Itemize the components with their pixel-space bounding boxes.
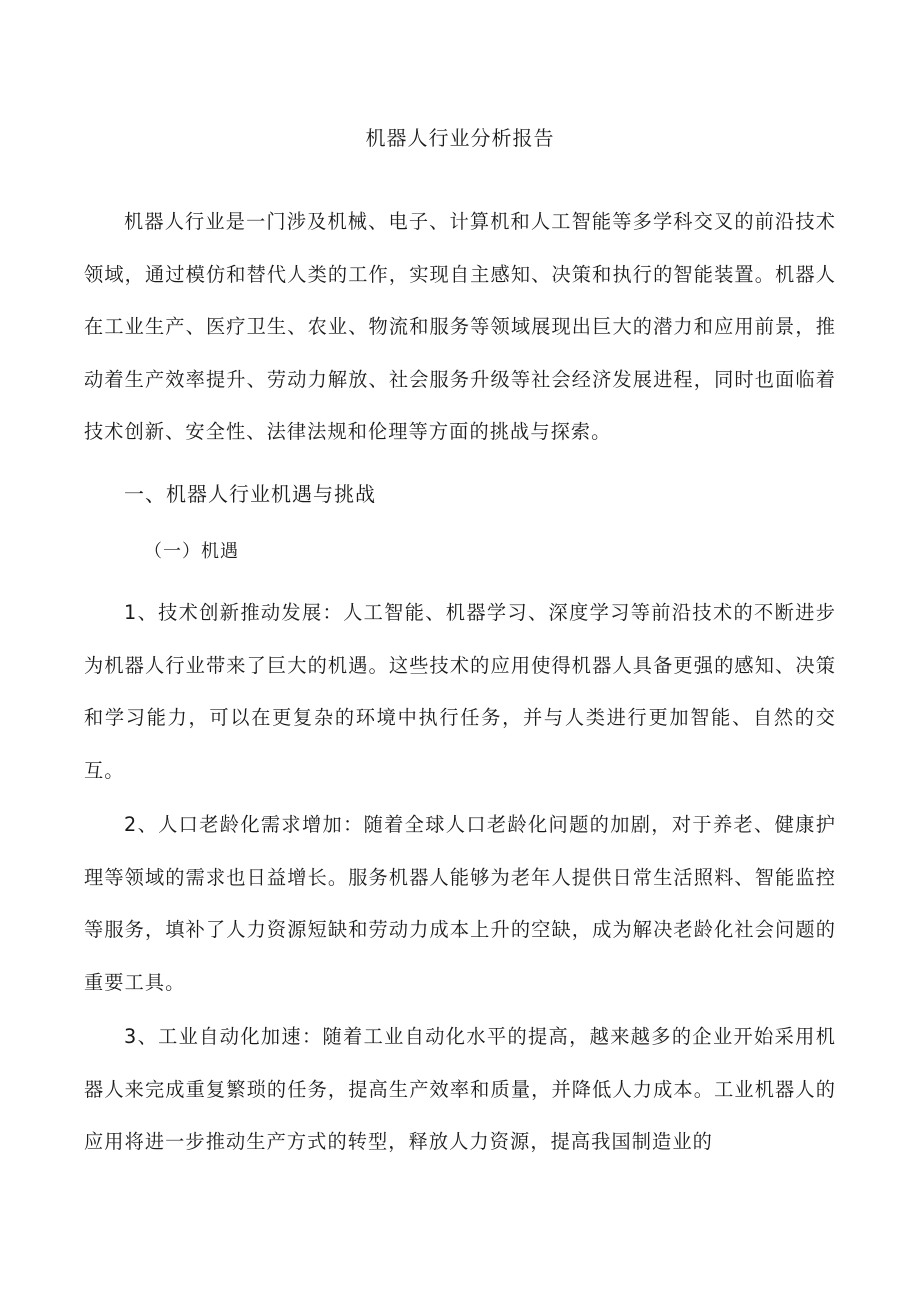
document-title: 机器人行业分析报告 bbox=[365, 126, 555, 150]
section-heading: 一、机器人行业机遇与挑战 bbox=[124, 482, 376, 506]
point-paragraph-2: 2、人口老龄化需求增加：随着全球人口老龄化问题的加剧，对于养老、健康护理等领域的需求也日益增长。服务机器人能够为老年人提供日常生活照料、智能监控等服务，填补了人力资源短缺和劳动力成本上升的空缺，成为解决老龄化社会问题的重要工具。 bbox=[84, 813, 836, 994]
point-paragraph-3: 3、工业自动化加速：随着工业自动化水平的提高，越来越多的企业开始采用机器人来完成重复繁琐的任务，提高生产效率和质量，并降低人力成本。工业机器人的应用将进一步推动生产方式的转型，释放人力资源，提高我国制造业的 bbox=[84, 1025, 836, 1153]
intro-paragraph: 机器人行业是一门涉及机械、电子、计算机和人工智能等多学科交叉的前沿技术领域，通过模仿和替代人类的工作，实现自主感知、决策和执行的智能装置。机器人在工业生产、医疗卫生、农业、物流和服务等领域展现出巨大的潜力和应用前景，推动着生产效率提升、劳动力解放、社会服务升级等社会经济发展进程，同时也面临着技术创新、安全性、法律法规和伦理等方面的挑战与探索。 bbox=[84, 210, 836, 443]
point-paragraph-1: 1、技术创新推动发展：人工智能、机器学习、深度学习等前沿技术的不断进步为机器人行业带来了巨大的机遇。这些技术的应用使得机器人具备更强的感知、决策和学习能力，可以在更复杂的环境中执行任务，并与人类进行更加智能、自然的交互。 bbox=[84, 601, 836, 782]
subsection-heading: （一）机遇 bbox=[144, 541, 239, 562]
